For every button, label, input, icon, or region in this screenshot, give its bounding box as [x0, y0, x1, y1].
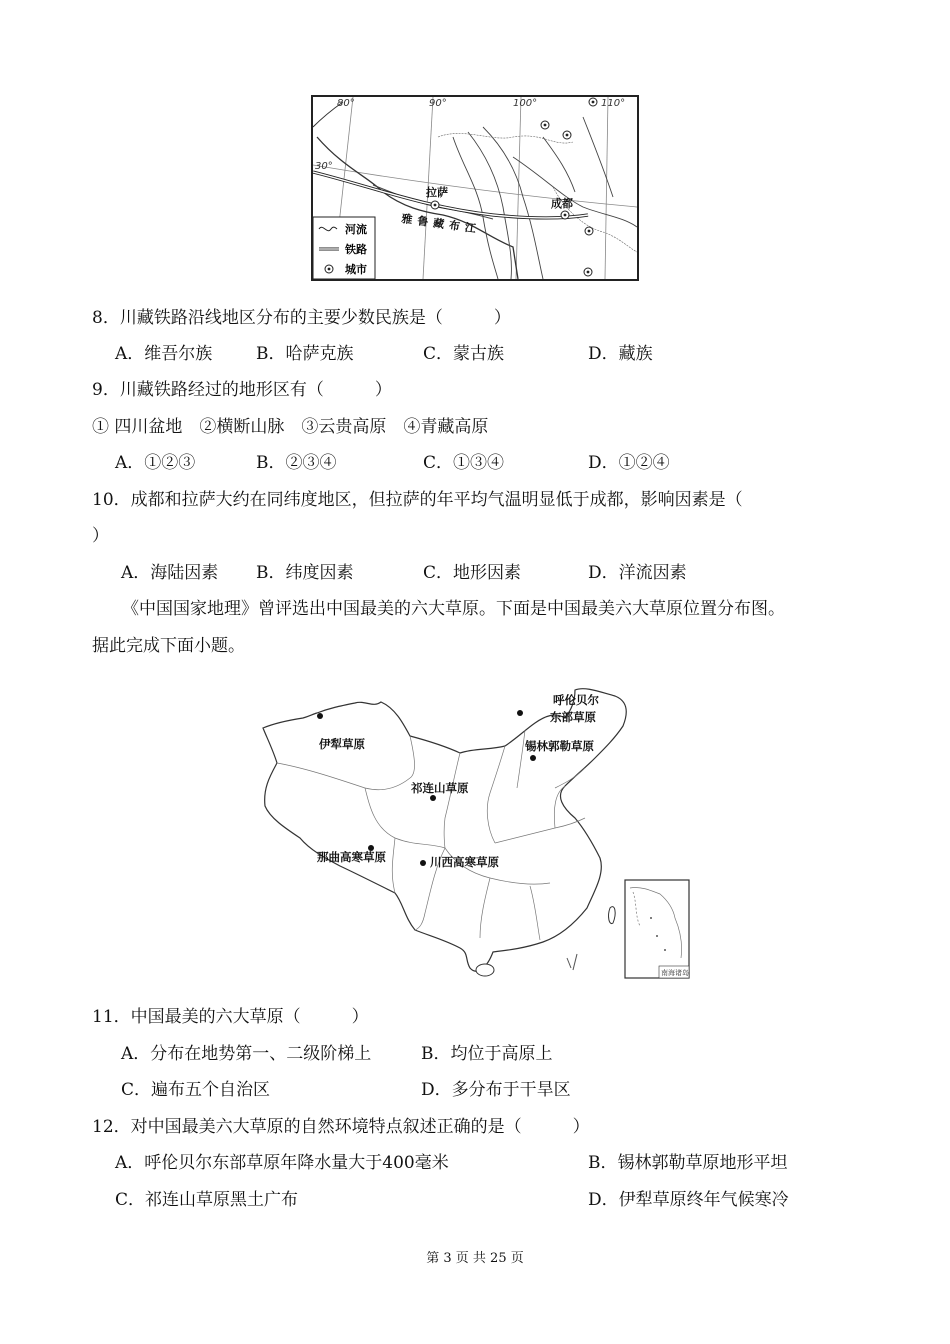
river-label: 雅鲁藏布江 — [400, 212, 482, 237]
lon-label-110: 110° — [601, 98, 626, 109]
dot-ili — [317, 713, 323, 719]
question-11-stem: 11．中国最美的六大草原（ ） — [92, 1007, 369, 1027]
lon-label-90: 90° — [429, 98, 447, 109]
dot-xilingol — [530, 755, 536, 761]
q12-option-b[interactable]: B．锡林郭勒草原地形平坦 — [588, 1153, 788, 1173]
dot-west-sichuan — [420, 860, 426, 866]
hainan-island — [476, 964, 494, 976]
railway-map — [311, 95, 639, 281]
q10-option-c[interactable]: C．地形因素 — [423, 563, 522, 583]
q12-option-c[interactable]: C．祁连山草原黑土广布 — [115, 1190, 299, 1210]
q8-option-d[interactable]: D．藏族 — [588, 344, 653, 364]
legend-city: 城市 — [345, 263, 367, 276]
question-10-stem-cont: ） — [92, 526, 109, 546]
meridian-110 — [605, 97, 608, 279]
q10-option-d[interactable]: D．洋流因素 — [588, 563, 687, 583]
city-icon — [584, 268, 592, 276]
question-9-stem: 9．川藏铁路经过的地形区有（ ） — [92, 380, 392, 400]
sea-dash — [573, 954, 577, 970]
q8-option-a[interactable]: A．维吾尔族 — [115, 344, 213, 364]
page-footer: 第 3 页 共 25 页 — [426, 1251, 524, 1266]
q9-option-c[interactable]: C．①③④ — [423, 453, 505, 473]
dot-hulunbuir — [517, 710, 523, 716]
q12-option-a[interactable]: A．呼伦贝尔东部草原年降水量大于400毫米 — [115, 1153, 449, 1173]
city-icon-lhasa — [431, 201, 439, 209]
q9-option-a[interactable]: A．①②③ — [115, 453, 196, 473]
q10-option-b[interactable]: B．纬度因素 — [256, 563, 354, 583]
sea-dash — [567, 958, 571, 968]
label-xilingol: 锡林郭勒草原 — [525, 739, 594, 753]
legend-city-icon — [325, 265, 333, 273]
q10-option-a[interactable]: A．海陆因素 — [121, 563, 219, 583]
question-10-stem: 10．成都和拉萨大约在同纬度地区，但拉萨的年平均气温明显低于成都，影响因素是（ — [92, 490, 743, 510]
label-west-sichuan: 川西高寒草原 — [430, 855, 499, 869]
label-qilian: 祁连山草原 — [411, 781, 469, 795]
lat-label-30: 30° — [315, 161, 333, 172]
river — [453, 137, 498, 279]
label-hulunbuir: 呼伦贝尔 — [553, 693, 599, 707]
taiwan-island — [609, 907, 616, 924]
city-icon — [563, 131, 571, 139]
river — [543, 137, 575, 192]
boundary — [438, 133, 573, 143]
q11-option-b[interactable]: B．均位于高原上 — [421, 1044, 553, 1064]
question-9-items: ① 四川盆地 ②横断山脉 ③云贵高原 ④青藏高原 — [92, 417, 489, 437]
grassland-map-svg — [255, 668, 695, 980]
city-icon — [585, 227, 593, 235]
label-hulunbuir-east: 东部草原 — [550, 710, 596, 724]
grassland-map — [255, 668, 695, 980]
city-icon — [541, 121, 549, 129]
china-outline — [263, 689, 626, 971]
passage-line-1: 《中国国家地理》曾评选出中国最美的六大草原。下面是中国最美六大草原位置分布图。 — [122, 599, 785, 619]
south-sea-inset — [625, 880, 689, 978]
label-nagqu: 那曲高寒草原 — [317, 850, 386, 864]
city-label-chengdu: 成都 — [551, 197, 573, 210]
railway-map-svg — [313, 97, 637, 279]
q9-option-b[interactable]: B．②③④ — [256, 453, 337, 473]
river — [583, 117, 613, 197]
q12-option-d[interactable]: D．伊犁草原终年气候寒冷 — [588, 1190, 789, 1210]
q11-option-d[interactable]: D．多分布于干旱区 — [421, 1080, 571, 1100]
q9-option-d[interactable]: D．①②④ — [588, 453, 670, 473]
q8-option-c[interactable]: C．蒙古族 — [423, 344, 505, 364]
railway-inner — [313, 172, 588, 218]
city-icon-chengdu — [561, 211, 569, 219]
legend-river: 河流 — [345, 223, 367, 236]
lon-label-80: 80° — [337, 98, 355, 109]
railway-outer — [313, 172, 588, 218]
dot-qilian — [430, 795, 436, 801]
city-label-lhasa: 拉萨 — [426, 186, 448, 199]
lon-label-100: 100° — [513, 98, 538, 109]
q8-option-b[interactable]: B．哈萨克族 — [256, 344, 354, 364]
city-icon — [589, 98, 597, 106]
label-ili: 伊犁草原 — [319, 737, 365, 751]
question-12-stem: 12．对中国最美六大草原的自然环境特点叙述正确的是（ ） — [92, 1117, 590, 1137]
passage-line-2: 据此完成下面小题。 — [92, 636, 245, 656]
legend-railway: 铁路 — [345, 243, 367, 256]
q11-option-a[interactable]: A．分布在地势第一、二级阶梯上 — [121, 1044, 372, 1064]
inset-label: 南海诸岛 — [661, 969, 689, 977]
river — [483, 127, 543, 279]
question-8-stem: 8．川藏铁路沿线地区分布的主要少数民族是（ ） — [92, 308, 511, 328]
legend — [313, 217, 375, 279]
q11-option-c[interactable]: C．遍布五个自治区 — [121, 1080, 271, 1100]
